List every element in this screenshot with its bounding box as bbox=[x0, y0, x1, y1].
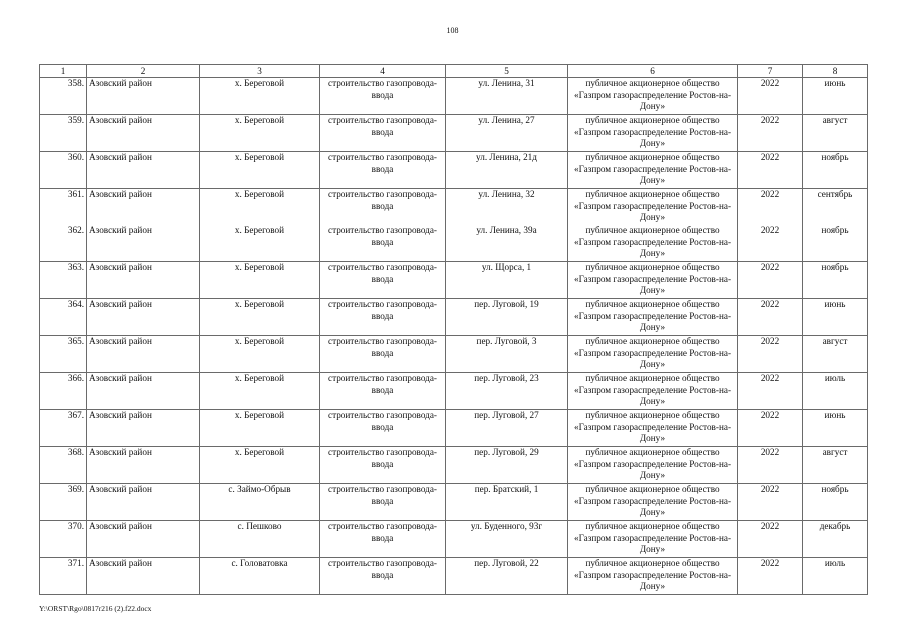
organization-cell: публичное акционерное общество «Газпром газораспределение Ростов-на-Дону» bbox=[568, 373, 738, 410]
row-number: 360. bbox=[40, 152, 87, 189]
table-row bbox=[40, 410, 868, 447]
table-row bbox=[40, 336, 868, 373]
district-cell: Азовский район bbox=[87, 521, 200, 558]
month-cell: июнь bbox=[803, 410, 868, 447]
column-header: 4 bbox=[320, 65, 446, 78]
address-cell: пер. Луговой, 19 bbox=[446, 299, 568, 336]
table-row bbox=[40, 558, 868, 595]
table-row bbox=[40, 152, 868, 189]
address-cell: ул. Буденного, 93г bbox=[446, 521, 568, 558]
settlement-cell: с. Головатовка bbox=[200, 558, 320, 595]
year-cell: 2022 bbox=[738, 484, 803, 521]
organization-cell: публичное акционерное общество «Газпром газораспределение Ростов-на-Дону» bbox=[568, 521, 738, 558]
settlement-cell: х. Береговой bbox=[200, 410, 320, 447]
month-cell: ноябрь bbox=[803, 484, 868, 521]
year-cell: 2022 bbox=[738, 262, 803, 299]
month-cell: август bbox=[803, 115, 868, 152]
row-number: 369. bbox=[40, 484, 87, 521]
row-number: 368. bbox=[40, 447, 87, 484]
table-row bbox=[40, 189, 868, 226]
address-cell: ул. Ленина, 32 bbox=[446, 189, 568, 226]
row-number: 371. bbox=[40, 558, 87, 595]
work-type-cell: строительство газопровода-ввода bbox=[320, 521, 446, 558]
column-header: 8 bbox=[803, 65, 868, 78]
column-header: 2 bbox=[87, 65, 200, 78]
organization-cell: публичное акционерное общество «Газпром газораспределение Ростов-на-Дону» bbox=[568, 299, 738, 336]
year-cell: 2022 bbox=[738, 115, 803, 152]
settlement-cell: х. Береговой bbox=[200, 115, 320, 152]
month-cell: ноябрь bbox=[803, 152, 868, 189]
settlement-cell: х. Береговой bbox=[200, 299, 320, 336]
work-type-cell: строительство газопровода-ввода bbox=[320, 299, 446, 336]
address-cell: пер. Братский, 1 bbox=[446, 484, 568, 521]
settlement-cell: х. Береговой bbox=[200, 336, 320, 373]
district-cell: Азовский район bbox=[87, 410, 200, 447]
organization-cell: публичное акционерное общество «Газпром газораспределение Ростов-на-Дону» bbox=[568, 410, 738, 447]
district-cell: Азовский район bbox=[87, 78, 200, 115]
work-type-cell: строительство газопровода-ввода bbox=[320, 152, 446, 189]
table-row bbox=[40, 373, 868, 410]
month-cell: сентябрь bbox=[803, 189, 868, 226]
organization-cell: публичное акционерное общество «Газпром газораспределение Ростов-на-Дону» bbox=[568, 225, 738, 262]
month-cell: июль bbox=[803, 558, 868, 595]
table-row bbox=[40, 299, 868, 336]
row-number: 361. bbox=[40, 189, 87, 226]
column-header: 3 bbox=[200, 65, 320, 78]
district-cell: Азовский район bbox=[87, 115, 200, 152]
work-type-cell: строительство газопровода-ввода bbox=[320, 447, 446, 484]
district-cell: Азовский район bbox=[87, 336, 200, 373]
district-cell: Азовский район bbox=[87, 373, 200, 410]
year-cell: 2022 bbox=[738, 152, 803, 189]
month-cell: июнь bbox=[803, 78, 868, 115]
address-cell: пер. Луговой, 22 bbox=[446, 558, 568, 595]
month-cell: август bbox=[803, 336, 868, 373]
row-number: 364. bbox=[40, 299, 87, 336]
work-type-cell: строительство газопровода-ввода bbox=[320, 225, 446, 262]
work-type-cell: строительство газопровода-ввода bbox=[320, 262, 446, 299]
address-cell: пер. Луговой, 29 bbox=[446, 447, 568, 484]
row-number: 370. bbox=[40, 521, 87, 558]
settlement-cell: х. Береговой bbox=[200, 152, 320, 189]
settlement-cell: с. Займо-Обрыв bbox=[200, 484, 320, 521]
work-type-cell: строительство газопровода-ввода bbox=[320, 336, 446, 373]
address-cell: ул. Ленина, 39а bbox=[446, 225, 568, 262]
district-cell: Азовский район bbox=[87, 189, 200, 226]
work-type-cell: строительство газопровода-ввода bbox=[320, 373, 446, 410]
row-number: 362. bbox=[40, 225, 87, 262]
settlement-cell: х. Береговой bbox=[200, 78, 320, 115]
organization-cell: публичное акционерное общество «Газпром газораспределение Ростов-на-Дону» bbox=[568, 336, 738, 373]
year-cell: 2022 bbox=[738, 558, 803, 595]
year-cell: 2022 bbox=[738, 189, 803, 226]
table-body bbox=[40, 78, 868, 595]
row-number: 359. bbox=[40, 115, 87, 152]
month-cell: ноябрь bbox=[803, 225, 868, 262]
page-number: 108 bbox=[446, 26, 459, 35]
address-cell: пер. Луговой, 27 bbox=[446, 410, 568, 447]
year-cell: 2022 bbox=[738, 299, 803, 336]
row-number: 367. bbox=[40, 410, 87, 447]
settlement-cell: х. Береговой bbox=[200, 262, 320, 299]
registry-table bbox=[39, 64, 868, 595]
address-cell: ул. Ленина, 31 bbox=[446, 78, 568, 115]
table-row bbox=[40, 225, 868, 262]
address-cell: ул. Ленина, 27 bbox=[446, 115, 568, 152]
table-row bbox=[40, 521, 868, 558]
month-cell: июль bbox=[803, 373, 868, 410]
settlement-cell: х. Береговой bbox=[200, 447, 320, 484]
year-cell: 2022 bbox=[738, 410, 803, 447]
year-cell: 2022 bbox=[738, 521, 803, 558]
column-header: 1 bbox=[40, 65, 87, 78]
table-row bbox=[40, 115, 868, 152]
work-type-cell: строительство газопровода-ввода bbox=[320, 115, 446, 152]
year-cell: 2022 bbox=[738, 225, 803, 262]
table-row bbox=[40, 484, 868, 521]
row-number: 363. bbox=[40, 262, 87, 299]
settlement-cell: х. Береговой bbox=[200, 373, 320, 410]
settlement-cell: х. Береговой bbox=[200, 189, 320, 226]
work-type-cell: строительство газопровода-ввода bbox=[320, 410, 446, 447]
organization-cell: публичное акционерное общество «Газпром газораспределение Ростов-на-Дону» bbox=[568, 484, 738, 521]
organization-cell: публичное акционерное общество «Газпром газораспределение Ростов-на-Дону» bbox=[568, 262, 738, 299]
district-cell: Азовский район bbox=[87, 447, 200, 484]
work-type-cell: строительство газопровода-ввода bbox=[320, 484, 446, 521]
organization-cell: публичное акционерное общество «Газпром газораспределение Ростов-на-Дону» bbox=[568, 447, 738, 484]
district-cell: Азовский район bbox=[87, 484, 200, 521]
month-cell: июнь bbox=[803, 299, 868, 336]
column-header: 6 bbox=[568, 65, 738, 78]
row-number: 365. bbox=[40, 336, 87, 373]
organization-cell: публичное акционерное общество «Газпром газораспределение Ростов-на-Дону» bbox=[568, 115, 738, 152]
column-header: 5 bbox=[446, 65, 568, 78]
district-cell: Азовский район bbox=[87, 225, 200, 262]
table-row bbox=[40, 262, 868, 299]
table-row bbox=[40, 78, 868, 115]
month-cell: август bbox=[803, 447, 868, 484]
year-cell: 2022 bbox=[738, 447, 803, 484]
row-number: 366. bbox=[40, 373, 87, 410]
district-cell: Азовский район bbox=[87, 558, 200, 595]
address-cell: пер. Луговой, 23 bbox=[446, 373, 568, 410]
organization-cell: публичное акционерное общество «Газпром газораспределение Ростов-на-Дону» bbox=[568, 558, 738, 595]
table-row bbox=[40, 447, 868, 484]
footer-file-path: Y:\ORST\Rgo\0817r216 (2).f22.docx bbox=[39, 604, 152, 613]
organization-cell: публичное акционерное общество «Газпром газораспределение Ростов-на-Дону» bbox=[568, 78, 738, 115]
address-cell: ул. Щорса, 1 bbox=[446, 262, 568, 299]
year-cell: 2022 bbox=[738, 78, 803, 115]
work-type-cell: строительство газопровода-ввода bbox=[320, 558, 446, 595]
column-header-row bbox=[40, 65, 868, 78]
month-cell: декабрь bbox=[803, 521, 868, 558]
address-cell: пер. Луговой, 3 bbox=[446, 336, 568, 373]
row-number: 358. bbox=[40, 78, 87, 115]
organization-cell: публичное акционерное общество «Газпром газораспределение Ростов-на-Дону» bbox=[568, 152, 738, 189]
organization-cell: публичное акционерное общество «Газпром газораспределение Ростов-на-Дону» bbox=[568, 189, 738, 226]
settlement-cell: х. Береговой bbox=[200, 225, 320, 262]
district-cell: Азовский район bbox=[87, 299, 200, 336]
year-cell: 2022 bbox=[738, 373, 803, 410]
month-cell: ноябрь bbox=[803, 262, 868, 299]
work-type-cell: строительство газопровода-ввода bbox=[320, 189, 446, 226]
year-cell: 2022 bbox=[738, 336, 803, 373]
district-cell: Азовский район bbox=[87, 262, 200, 299]
column-header: 7 bbox=[738, 65, 803, 78]
work-type-cell: строительство газопровода-ввода bbox=[320, 78, 446, 115]
district-cell: Азовский район bbox=[87, 152, 200, 189]
settlement-cell: с. Пешково bbox=[200, 521, 320, 558]
address-cell: ул. Ленина, 21д bbox=[446, 152, 568, 189]
